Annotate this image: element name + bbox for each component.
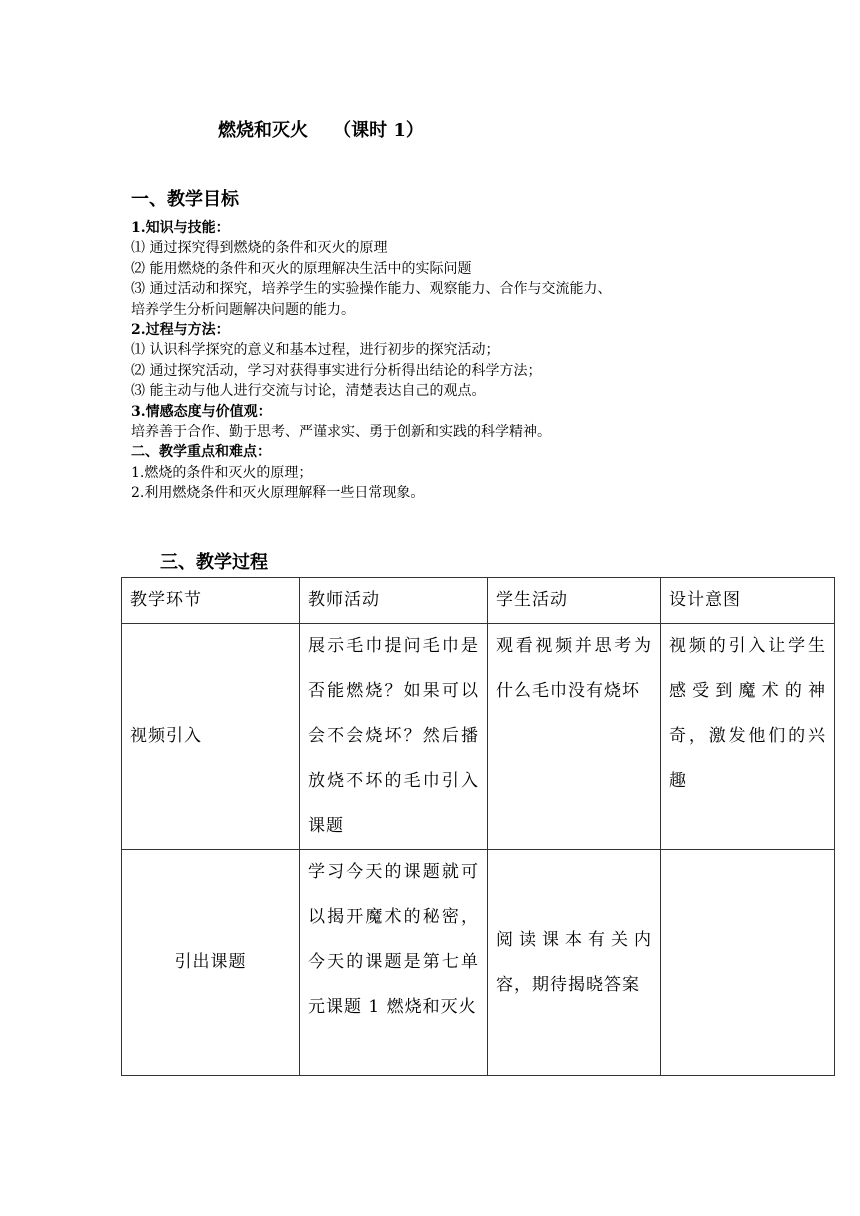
- table-cell: 观看视频并思考为什么毛巾没有烧坏: [488, 624, 661, 850]
- table-cell: 引出课题: [122, 850, 300, 1076]
- process-label: 2.过程与方法：: [131, 322, 230, 339]
- table-row: [122, 850, 835, 1076]
- table-cell: 学习今天的课题就可以揭开魔术的秘密，今天的课题是第七单元课题 1 燃烧和灭火: [300, 850, 488, 1076]
- teaching-process-table: [121, 577, 835, 1076]
- objectives-body: [131, 218, 751, 504]
- knowledge-item: ⑶ 通过活动和探究，培养学生的实验操作能力、观察能力、合作与交流能力、: [131, 281, 612, 298]
- table-cell: 视频的引入让学生感受到魔术的神奇，激发他们的兴趣: [661, 624, 835, 850]
- table-row: [122, 624, 835, 850]
- page-title: 燃烧和灭火 （课时 1）: [218, 120, 424, 141]
- section-heading-key-points: 二、教学重点和难点：: [131, 444, 271, 461]
- knowledge-label: 1.知识与技能：: [131, 220, 230, 236]
- key-point-item: 2.利用燃烧条件和灭火原理解释一些日常现象。: [131, 485, 425, 502]
- table-header-row: [122, 578, 835, 624]
- table-cell: 阅读课本有关内容，期待揭晓答案: [488, 850, 661, 1076]
- section-heading-objectives: 一、教学目标: [131, 189, 239, 210]
- table-cell: 展示毛巾提问毛巾是否能燃烧？如果可以会不会烧坏？然后播放烧不坏的毛巾引入课题: [300, 624, 488, 850]
- header-cell: 设计意图: [661, 578, 835, 624]
- emotion-label: 3.情感态度与价值观：: [131, 403, 272, 420]
- emotion-item: 培养善于合作、勤于思考、严谨求实、勇于创新和实践的科学精神。: [131, 424, 551, 441]
- section-heading-process: 三、教学过程: [160, 552, 268, 573]
- header-cell: 学生活动: [488, 578, 661, 624]
- header-cell: 教学环节: [122, 578, 300, 624]
- table-cell: [661, 850, 835, 1076]
- key-point-item: 1.燃烧的条件和灭火的原理；: [131, 464, 313, 481]
- knowledge-item: 培养学生分析问题解决问题的能力。: [131, 301, 355, 318]
- header-cell: 教师活动: [300, 578, 488, 624]
- process-item: ⑵ 通过探究活动，学习对获得事实进行分析得出结论的科学方法；: [131, 362, 542, 379]
- process-item: ⑶ 能主动与他人进行交流与讨论，清楚表达自己的观点。: [131, 383, 486, 400]
- table-cell: 视频引入: [122, 624, 300, 850]
- knowledge-item: ⑴ 通过探究得到燃烧的条件和灭火的原理: [131, 240, 388, 257]
- knowledge-item: ⑵ 能用燃烧的条件和灭火的原理解决生活中的实际问题: [131, 260, 472, 277]
- process-item: ⑴ 认识科学探究的意义和基本过程，进行初步的探究活动；: [131, 342, 500, 359]
